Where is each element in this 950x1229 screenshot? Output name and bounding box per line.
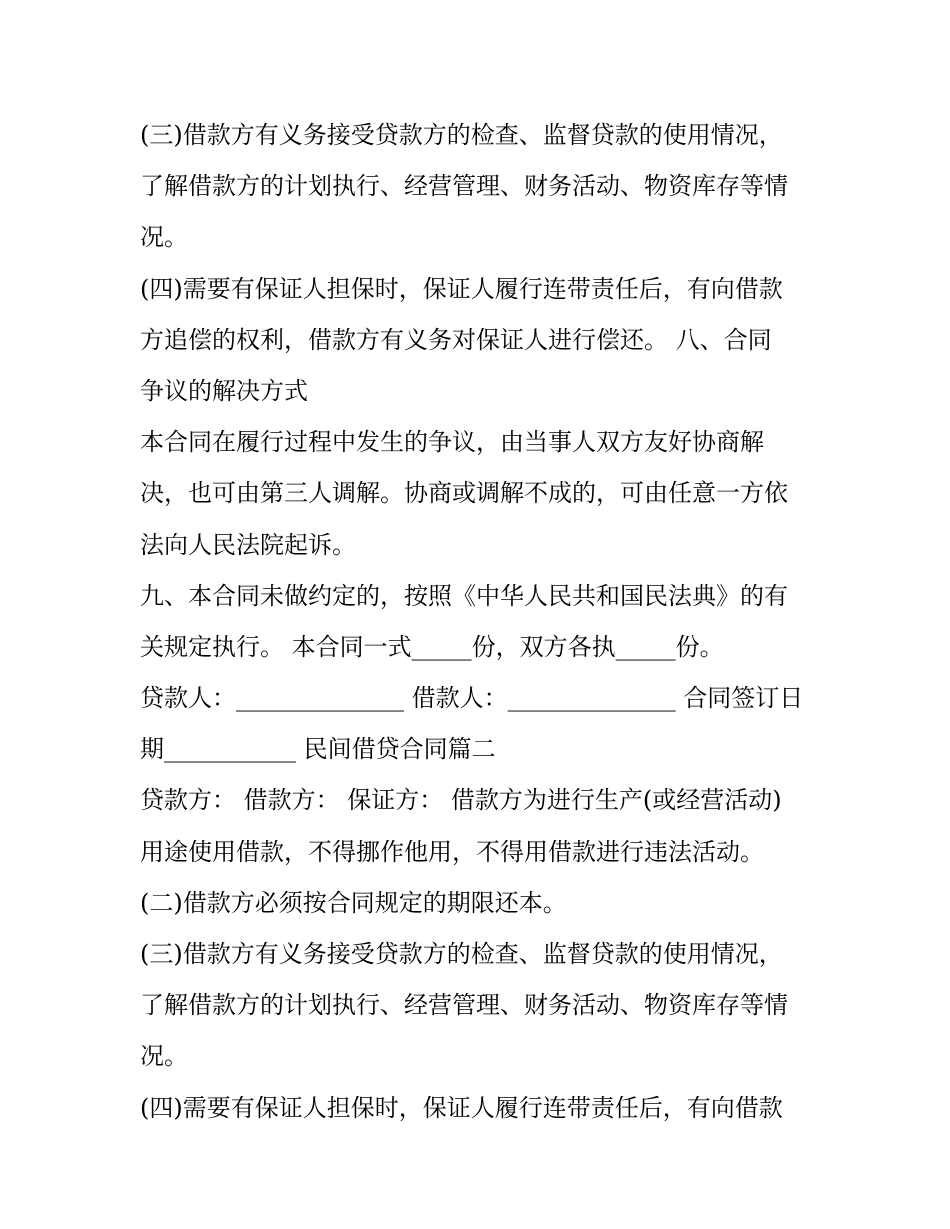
text-line: 方追偿的权利，借款方有义务对保证人进行偿还。 八、合同 xyxy=(140,325,772,354)
text-line: 况。 xyxy=(140,1042,188,1071)
text-line: 期___________ 民间借贷合同篇二 xyxy=(140,735,496,764)
text-line: (二)借款方必须按合同规定的期限还本。 xyxy=(140,888,567,917)
document-body xyxy=(140,110,820,1134)
text-line: 了解借款方的计划执行、经营管理、财务活动、物资库存等情 xyxy=(140,991,788,1020)
text-line: 了解借款方的计划执行、经营管理、财务活动、物资库存等情 xyxy=(140,172,788,201)
text-line: (四)需要有保证人担保时，保证人履行连带责任后，有向借款 xyxy=(140,274,783,303)
text-line: 本合同在履行过程中发生的争议，由当事人双方友好协商解 xyxy=(140,428,764,457)
text-line: (三)借款方有义务接受贷款方的检查、监督贷款的使用情况， xyxy=(140,940,783,968)
text-line: 况。 xyxy=(140,223,188,252)
text-line: 贷款人：______________ 借款人：______________ 合同签订日 xyxy=(140,684,804,713)
text-line: (三)借款方有义务接受贷款方的检查、监督贷款的使用情况， xyxy=(140,121,783,149)
text-line: 九、本合同未做约定的，按照《中华人民共和国民法典》的有 xyxy=(140,581,788,610)
text-line: 关规定执行。 本合同一式_____份，双方各执_____份。 xyxy=(140,632,724,661)
text-line: 用途使用借款，不得挪作他用，不得用借款进行违法活动。 xyxy=(140,837,764,866)
text-line: 决，也可由第三人调解。协商或调解不成的，可由任意一方依 xyxy=(140,479,788,508)
text-line: (四)需要有保证人担保时，保证人履行连带责任后，有向借款 xyxy=(140,1093,783,1122)
text-line: 贷款方： 借款方： 保证方： 借款方为进行生产(或经营活动) xyxy=(140,786,782,815)
text-line: 争议的解决方式 xyxy=(140,376,308,405)
text-line: 法向人民法院起诉。 xyxy=(140,530,356,559)
